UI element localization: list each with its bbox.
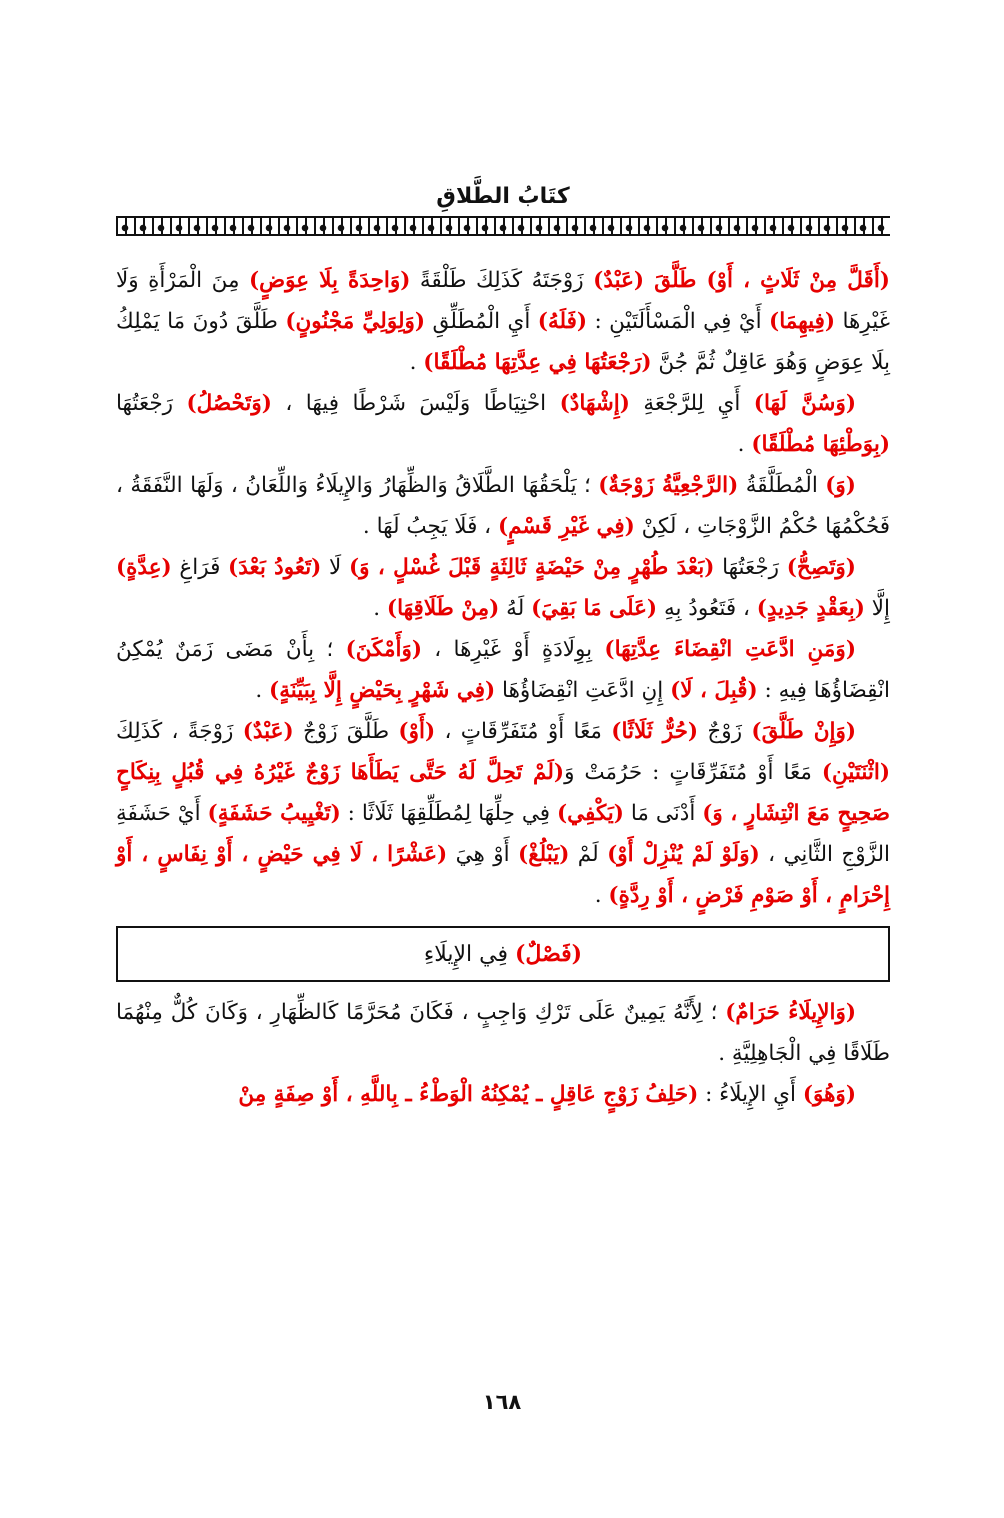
sharh-text: مَعًا أَوْ مُتَفَرِّقَاتٍ ، [435,719,612,744]
matn-text: (حَلِفُ زَوْجٍ عَاقِلٍ ـ يُمْكِنُهُ الْوَطْءُ ـ بِاللَّهِ ، أَوْ صِفَةٍ مِنْ [238,1082,699,1107]
matn-text: (وَأَمْكَنَ) [345,637,423,662]
matn-text: (وَ) [825,473,856,498]
sharh-text: الْمُطَلَّقَةُ [738,473,826,498]
sharh-text: لَهُ [499,596,532,621]
sharh-text: احْتِيَاطًا وَلَيْسَ شَرْطًا فِيهَا ، [271,391,560,416]
sharh-text: فَرَاغِ [171,555,229,580]
section-paragraph-list [116,992,890,1115]
matn-text: (بِوَطْئِهَا مُطْلَقًا) [751,432,890,457]
paragraph [116,629,890,711]
sharh-text: زَوْجَةً ، كَذَلِكَ [116,719,243,744]
sharh-text: ، فَتَعُودُ بِهِ [657,596,757,621]
sharh-text: . [255,678,270,703]
paragraph [116,992,890,1074]
sharh-text: رَجْعَتُهَا [714,555,787,580]
sharh-text: أَيِ الإِيلَاءُ : [698,1082,803,1107]
sharh-text: طَلَّقَ زَوْجٌ [293,719,399,744]
paragraph [116,260,890,383]
matn-text: (عَبْدٌ) [242,719,294,744]
matn-text: (وَمَنِ ادَّعَتِ انْقِضَاءَ عِدَّتِهَا) [604,637,856,662]
sharh-text: أَيِ لِلرَّجْعَةِ [629,391,754,416]
sharh-text: فِي حِلِّهَا لِمُطَلِّقِهَا ثَلَاثًا : [340,801,557,826]
matn-text: (وَتَصِحُّ) [786,555,856,580]
sharh-text: زَوْجَتَهُ كَذَلِكَ طَلْقَةً [410,268,594,293]
matn-text: (تَغْيِيبُ حَشَفَةٍ) [207,801,341,826]
matn-text: (وَهُوَ) [802,1082,856,1107]
matn-text: (عِدَّةٍ) [116,555,172,580]
sharh-text: أَدْنَى مَا [623,801,703,826]
paragraph-list [116,260,890,916]
matn-text: (تَعُودُ بَعْدَ) [228,555,322,580]
section-heading [116,926,890,982]
matn-text: (يَبْلُغْ) [518,842,570,867]
sharh-text: مِنَ الْمَرْأَةِ وَلَا غَيْرِهَا [116,268,890,334]
matn-text: (قُبِلَ ، لَا) [670,678,758,703]
sharh-text: أَوْ هِيَ [447,842,519,867]
matn-text: (فِي شَهْرٍ بِحَيْضٍ إِلَّا بِبَيِّنَةٍ) [269,678,496,703]
matn-text: (وَلَوْ لَمْ يُنْزِلْ أَوْ) [607,842,760,867]
paragraph [116,711,890,916]
matn-text: (الرَّجْعِيَّةُ زَوْجَةٌ) [598,473,739,498]
main-text [116,260,890,1115]
matn-text: (وَلِوَلِيِّ مَجْنُونٍ) [285,309,426,334]
sharh-text: . [409,350,424,375]
sharh-text: . [737,432,752,457]
matn-text: (اثْنَتَيْنِ) [821,760,890,785]
sharh-text: رَجْعَتُهَا [116,391,187,416]
matn-text: (وَاحِدَةً بِلَا عِوَضٍ) [248,268,411,293]
matn-text: (وَسُنَّ لَهَا) [753,391,857,416]
matn-text: (أَوْ) [398,719,436,744]
paragraph [116,547,890,629]
sharh-text: أَيْ فِي الْمَسْأَلَتَيْنِ : [587,309,770,334]
sharh-text: لَا [321,555,349,580]
sharh-text: أَيِ الْمُطَلِّقِ [425,309,538,334]
matn-text: (رَجْعَتُهَا فِي عِدَّتِهَا مُطْلَقًا) [423,350,652,375]
sharh-text: ؛ يَلْحَقُهَا الطَّلَاقُ وَالظِّهَارُ وَالإِيلَاءُ وَاللِّعَانُ ، وَلَهَا النَّفَقَةُ ، فَحُكْمُهَا حُكْمُ الزَّوْجَاتِ ، لَكِنْ [116,473,890,539]
sharh-text: زَوْجٌ [698,719,752,744]
paragraph [116,383,890,465]
paragraph [116,1074,890,1115]
matn-text: (فِي غَيْرِ قَسْمٍ) [497,514,635,539]
matn-text: (وَالإِيلَاءُ حَرَامٌ) [725,1000,856,1025]
section-heading-prefix: (فَصْلٌ) [515,941,583,967]
sharh-text: . [594,883,609,908]
matn-text: (فَلَهُ) [537,309,588,334]
matn-text: (لَمْ تَحِلَّ لَهُ حَتَّى يَطَأَهَا زَوْجٌ غَيْرُهُ فِي قُبُلٍ بِنِكَاحٍ صَحِيحٍ مَعَ انْتِشَارٍ ، وَ) [116,760,891,826]
matn-text: (وَإِنْ طَلَّقَ) [751,719,857,744]
sharh-text: . [373,596,387,621]
matn-text: (بِعَقْدٍ جَدِيدٍ) [756,596,865,621]
matn-text: (عَلَى مَا بَقِيَ) [531,596,658,621]
sharh-text: ، فَلَا يَجِبُ لَهَا . [362,514,498,539]
sharh-text: أَيْ حَشَفَةِ الزَّوْجِ الثَّانِي ، [116,801,891,867]
sharh-text: لَمْ [569,842,608,867]
matn-text: (وَتَحْصُلُ) [186,391,272,416]
section-heading-title: فِي الإِيلَاءِ [423,942,515,967]
matn-text: (يَكْفِي) [556,801,624,826]
sharh-text: ؛ بِأَنْ مَضَى زَمَنٌ يُمْكِنُ انْقِضَاؤُهَا فِيهِ : [116,637,890,703]
sharh-text: مَعًا أَوْ مُتَفَرِّقَاتٍ : حَرُمَتْ وَ [564,760,822,785]
matn-text: (عَشْرًا ، لَا فِي حَيْضٍ ، أَوْ نِفَاسٍ ، أَوْ إِحْرَامٍ ، أَوْ صَوْمِ فَرْضٍ ، أَوْ رِدَّةٍ) [116,842,890,908]
paragraph [116,465,890,547]
book-page [116,180,890,1115]
sharh-text: إِلَّا [864,596,890,621]
page-number: ١٦٨ [482,1390,522,1414]
sharh-text: بِوِلَادَةٍ أَوْ غَيْرِهَا ، [422,637,605,662]
sharh-text: طَلَّقَ دُونَ مَا يَمْلِكُ بِلَا عِوَضٍ وَهُوَ عَاقِلٌ ثُمَّ جُنَّ [116,309,890,375]
page-title: كتَابُ الطَّلاقِ [436,184,570,209]
matn-text: (مِنْ طَلَاقِهَا) [386,596,500,621]
sharh-text: ؛ لِأَنَّهُ يَمِينٌ عَلَى تَرْكِ وَاجِبٍ ، فَكَانَ مُحَرَّمًا كَالظِّهَارِ ، وَكَانَ كُلٌّ مِنْهُمَا طَلَاقًا فِي الْجَاهِلِيَّةِ . [116,1000,890,1066]
matn-text: (أَقَلَّ مِنْ ثَلَاثٍ ، أَوْ) طَلَّقَ (عَبْدٌ) [593,268,890,293]
matn-text: (حُرٌّ ثَلَاثًا) [611,719,699,744]
matn-text: (بَعْدَ طُهْرٍ مِنْ حَيْضَةٍ ثَالِثَةٍ قَبْلَ غُسْلٍ ، وَ) [348,555,715,580]
decorative-border [116,216,890,236]
sharh-text: إِنِ ادَّعَتِ انْقِضَاؤُهَا [495,678,671,703]
matn-text: (إِشْهَادٌ) [559,391,630,416]
matn-text: (فِيهِمَا) [769,309,836,334]
